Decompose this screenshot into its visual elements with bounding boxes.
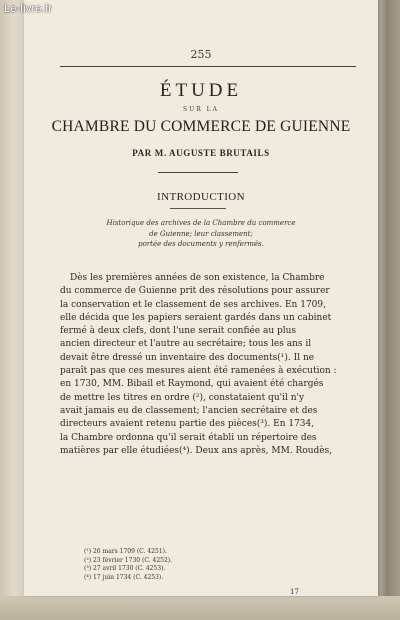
heading-sur-la: SUR LA (183, 106, 219, 113)
body-line: de mettre les titres en ordre (²), constataient qu'il n'y (60, 392, 305, 403)
body-line: fermé à deux clefs, dont l'une serait confiée au plus (60, 326, 297, 337)
author-line: PAR M. AUGUSTE BRUTAILS (132, 148, 270, 158)
body-line: ancien directeur et l'autre au secrétaire; tous les ans il (60, 339, 312, 350)
section-divider (170, 208, 226, 209)
body-line: du commerce de Guienne prit des résolutions pour assurer (60, 286, 330, 297)
body-line: directeurs avaient retenu partie des pièces(³). En 1734, (60, 419, 315, 430)
body-line: elle décida que les papiers seraient gardés dans un cabinet (60, 312, 332, 323)
signature-mark: 17 (290, 588, 299, 596)
summary-line: de Guienne; leur classement; (149, 229, 253, 238)
body-line: en 1730, MM. Bibail et Raymond, qui avaient été chargés (60, 379, 324, 390)
footnote: (³) 27 avril 1730 (C. 4253). (84, 565, 166, 572)
summary-line: Historique des archives de la Chambre du commerce (106, 219, 296, 227)
footnote: (¹) 26 mars 1709 (C. 4251). (84, 548, 167, 555)
page-right-edge-shadow (378, 0, 400, 620)
page-number: 255 (190, 48, 212, 61)
title-divider (158, 172, 238, 173)
section-title: INTRODUCTION (157, 191, 245, 203)
summary-line: portée des documents y renfermés. (138, 240, 264, 248)
body-line: Dès les premières années de son existence, la Chambre (70, 273, 325, 283)
body-line: devait être dressé un inventaire des documents(¹). Il ne (60, 352, 315, 363)
body-line: matières par elle étudiées(⁴). Deux ans après, MM. Roudès, (60, 445, 333, 456)
body-paragraph (60, 272, 358, 458)
header-rule (60, 66, 356, 67)
page-bottom-edge (0, 596, 400, 620)
heading-etude: ÉTUDE (159, 80, 243, 101)
body-line: paraît pas que ces mesures aient été ramenées à exécution : (60, 366, 337, 377)
section-summary (68, 218, 334, 250)
watermark: Le-livre.fr (4, 3, 53, 15)
document-sheet (24, 0, 378, 596)
body-line: la Chambre ordonna qu'il serait établi un répertoire des (60, 432, 317, 443)
footnote: (⁴) 17 juin 1734 (C. 4253). (84, 573, 164, 581)
footnote: (²) 23 février 1730 (C. 4252). (84, 556, 173, 564)
body-line: la conservation et le classement de ses archives. En 1709, (60, 299, 326, 310)
body-line: avait jamais eu de classement; l'ancien secrétaire et des (60, 405, 318, 416)
main-title: CHAMBRE DU COMMERCE DE GUIENNE (51, 118, 351, 135)
page-left-margin-edge (0, 0, 25, 620)
footnotes (84, 548, 284, 582)
